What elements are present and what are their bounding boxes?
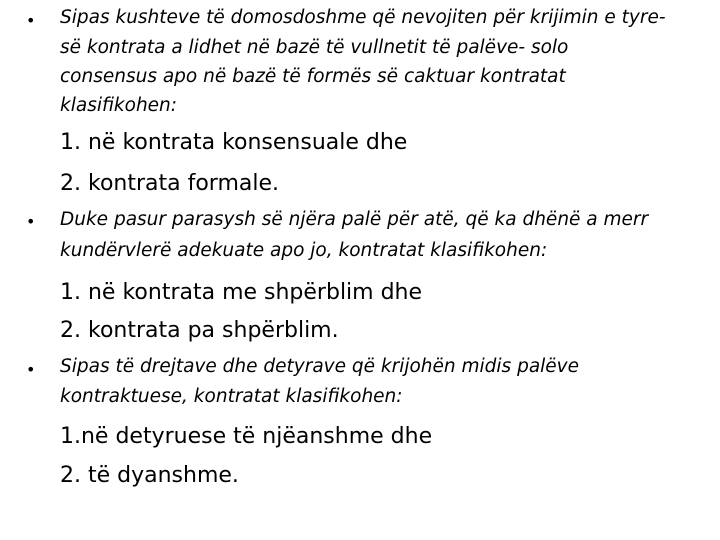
bullet-text-line: kontraktuese, kontratat klasifikohen: [60,386,403,407]
bullet-text-line: Duke pasur parasysh së njëra palë për atë, që ka dhënë a merr [60,209,649,230]
numbered-item: 1.në detyruese të njëanshme dhe [60,424,433,449]
numbered-item: 1. në kontrata konsensuale dhe [60,130,408,155]
numbered-item: 2. të dyanshme. [60,463,239,488]
bullet-marker: • [26,11,36,30]
bullet-text-line: së kontrata a lidhet në bazë të vullnetit të palëve- solo [60,37,569,58]
bullet-text-line: Sipas të drejtave dhe detyrave që krijohën midis palëve [60,356,580,377]
numbered-item: 2. kontrata pa shpërblim. [60,318,339,343]
bullet-text-line: klasifikohen: [60,95,178,116]
numbered-item: 1. në kontrata me shpërblim dhe [60,280,423,305]
numbered-item: 2. kontrata formale. [60,171,280,196]
bullet-marker: • [26,212,36,231]
bullet-text-line: kundërvlerë adekuate apo jo, kontratat klasifikohen: [60,240,548,261]
bullet-text-line: consensus apo në bazë të formës së caktuar kontratat [60,66,566,87]
bullet-marker: • [26,360,36,379]
bullet-text-line: Sipas kushteve të domosdoshme që nevojiten për krijimin e tyre- [60,7,666,28]
